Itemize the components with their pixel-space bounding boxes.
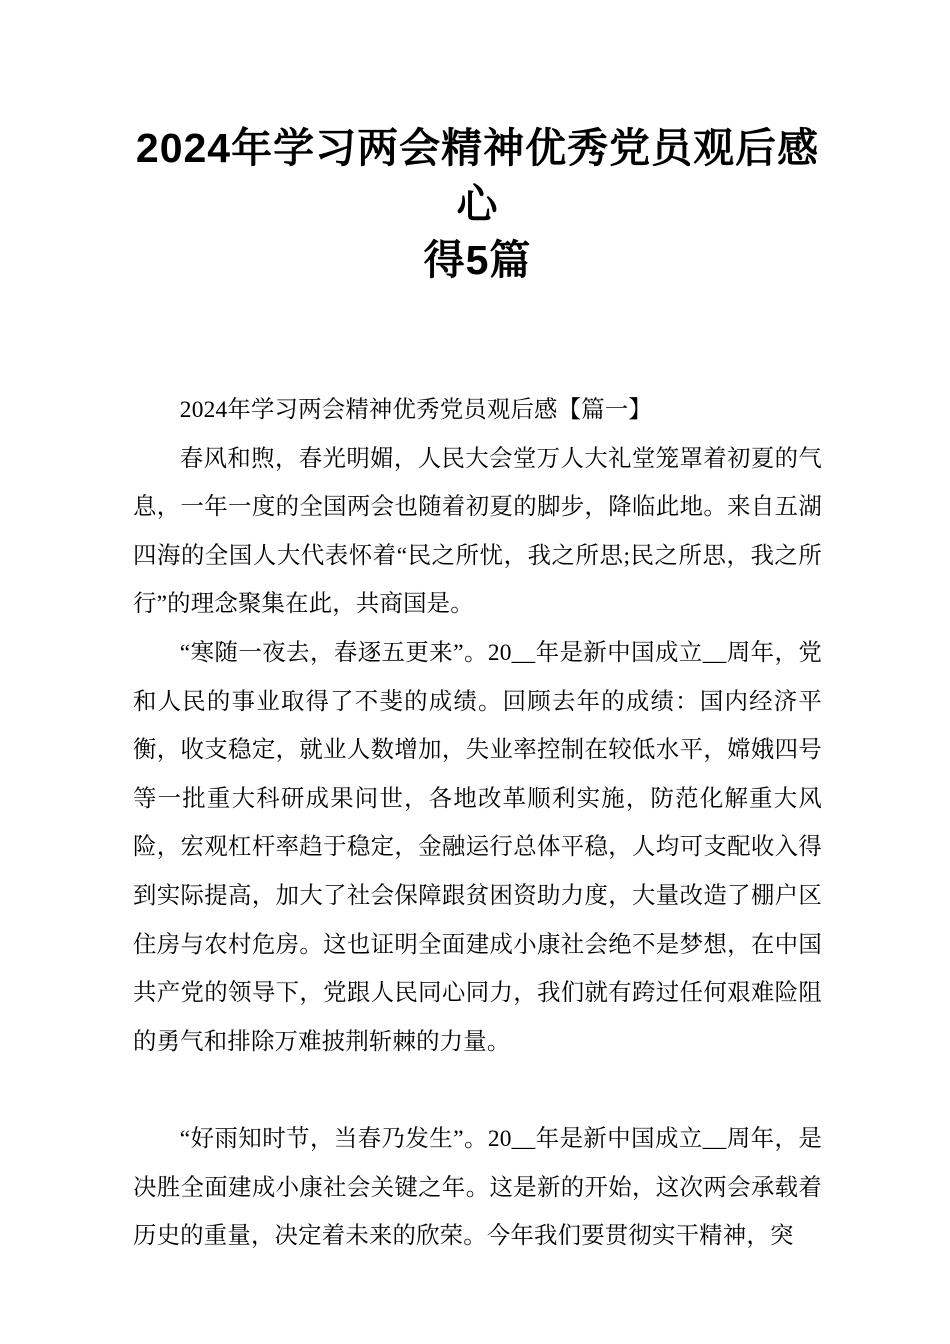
document-title-line-2: 得5篇 <box>423 237 532 283</box>
section-heading: 2024年学习两会精神优秀党员观后感【篇一】 <box>179 397 653 423</box>
paragraph-3: “好雨知时节，当春乃发生”。20__年是新中国成立__周年，是决胜全面建成小康社会关键之年。这是新的开始，这次两会承载着历史的重量，决定着未来的欣荣。今年我们要贯彻实干精神，突 <box>133 1125 822 1250</box>
document-title-line-1: 2024年学习两会精神优秀党员观后感心 <box>135 125 820 227</box>
paragraph-2: “寒随一夜去，春逐五更来”。20__年是新中国成立__周年，党和人民的事业取得了不斐的成绩。回顾去年的成绩：国内经济平衡，收支稳定，就业人数增加，失业率控制在较低水平，嫦娥四号等一批重大科研成果问世，各地改革顺利实施，防范化解重大风险，宏观杠杆率趋于稳定，金融运行总体平稳，人均可支配收入得到实际提高，加大了社会保障跟贫困资助力度，大量改造了棚户区住房与农村危房。这也证明全面建成小康社会绝不是梦想，在中国共产党的领导下，党跟人民同心同力，我们就有跨过任何艰难险阻的勇气和排除万难披荆斩棘的力量。 <box>133 639 822 1055</box>
paragraph-1: 春风和煦，春光明媚，人民大会堂万人大礼堂笼罩着初夏的气息，一年一度的全国两会也随着初夏的脚步，降临此地。来自五湖四海的全国人大代表怀着“民之所忧，我之所思;民之所思，我之所行”的理念聚集在此，共商国是。 <box>133 445 822 618</box>
document-body <box>133 386 822 1261</box>
blank-line <box>133 1066 822 1115</box>
document-title <box>133 120 822 288</box>
